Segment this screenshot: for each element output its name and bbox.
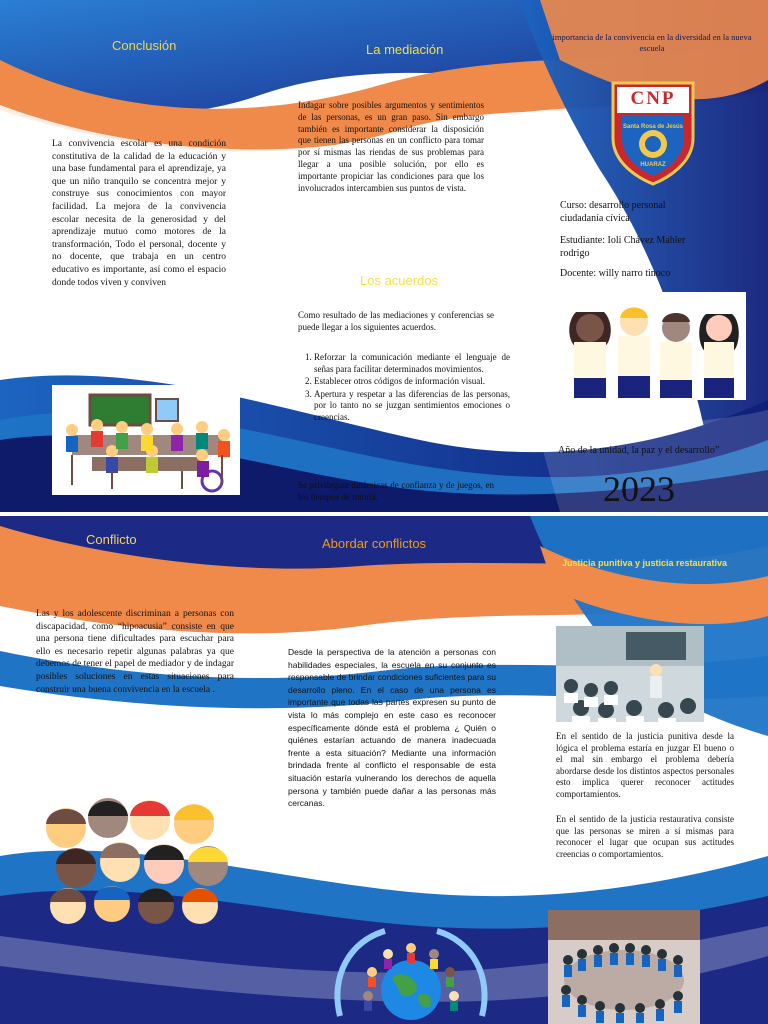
school-crest xyxy=(608,78,698,186)
world-unity-illustration xyxy=(330,926,492,1024)
students-circle-photo xyxy=(548,910,700,1024)
classroom-illustration xyxy=(52,385,240,495)
year-motto: Año de la unidad, la paz y el desarrollo” xyxy=(558,445,720,456)
punitive-justice-text: En el sentido de la justicia punitiva desde la lógica el problema estaría en juzgar El bueno o el mal sin embargo el problema debería abordarse desde los distintos aspectos personales esto implica querer reconocer actitudes comportamientos. xyxy=(556,731,734,799)
conclusion-text: La convivencia escolar es una condición constitutiva de la calidad de la educación y una base fundamental para el aprendizaje, ya que un niño tranquilo se concentra mejor y construye sus conocimientos con mayor facilidad. La mejora de la convivencia escolar necesita de la generosidad y del aprendizaje mutuo como motores de la transformación, Todo el personal, docente y no docente, que trabaja en un centro educativo es importante, así como el espacio donde todos viven y conviven xyxy=(52,139,226,288)
students-illustration xyxy=(556,292,746,400)
mediation-text: Indagar sobre posibles argumentos y sentimientos de las personas, es un gran paso. Sin embargo también es importante considerar la disposición que tienen las personas en un conflicto para tomar por sí mismas las riendas de sus problemas para llegar a una posible solución, por ello es importante propiciar las condiciones para que los involucrados intercambien sus puntos de vista. xyxy=(298,100,484,193)
justice-title: Justicia punitiva y justicia restaurativa xyxy=(562,558,728,568)
crest-letters: CNP xyxy=(630,88,676,109)
approach-text: Desde la perspectiva de la atención a personas con habilidades especiales, la escuela en su conjunto es responsable de brindar condiciones suficientes para su desarrollo pleno. En el caso de una persona es importante que todas las partes expresen su punto de vista lo más complejo en este caso es reconocer específicamente dónde está el problema ¿ Quién o quiénes estarían actuando de manera inadecuada frente a esta situación? Mediante una información brindada frente al conflicto el responsable de esta situación estaría vulnerando los derechos de aquella persona y también puede dañar a las personas más cercanas. xyxy=(288,647,496,809)
crest-arc-text: Santa Rosa de Jesús xyxy=(622,124,684,130)
teacher-info: Docente: willy narro tinoco xyxy=(560,268,671,279)
conflict-title: Conflicto xyxy=(86,532,137,547)
restorative-justice-text: En el sentido de la justicia restaurativa consiste que las personas se miren a sí mismas para reconocer el lugar que ocupan sus actitudes creencias o comportamientos. xyxy=(556,814,734,859)
diverse-children-illustration xyxy=(38,794,232,924)
crest-city: HUARAZ xyxy=(640,162,666,168)
conclusion-title: Conclusión xyxy=(112,38,177,53)
approach-title: Abordar conflictos xyxy=(322,536,427,551)
agreement-item: 1. Reforzar la comunicación mediante el lenguaje de señas para facilitar determinados movimientos. xyxy=(314,352,510,375)
agreements-list xyxy=(298,352,510,425)
course-info: Curso: desarrollo personal ciudadanía cívica xyxy=(560,200,666,224)
agreements-title: Los acuerdos xyxy=(360,273,439,288)
agreements-close: Se privilegian dinámicas de confianza y de juegos, en los tiempos de tutoría. xyxy=(298,480,494,502)
agreements-intro: Como resultado de las mediaciones y conferencias se puede llegar a los siguientes acuerdos. xyxy=(298,310,494,332)
agreement-item: 3. Apertura y respetar a las diferencias de las personas, por lo tanto no se juzgan sentimientos emociones o creencias. xyxy=(314,389,510,424)
conflict-text: Las y los adolescente discriminan a personas con discapacidad, como “hipoacusia” consiste en que una persona tiene dificultades para escuchar para ello es necesario repetir algunas palabras ya que debemos de tener el papel de mediador y de indagar posibles soluciones en estas situaciones para construir una buena convivencia en la escuela . xyxy=(36,609,234,695)
classroom-photo xyxy=(556,626,704,722)
year-number: 2023 xyxy=(603,469,675,509)
agreement-item: 2. Establecer otros códigos de información visual. xyxy=(314,376,510,388)
mediation-title: La mediación xyxy=(366,42,444,57)
brochure-inside xyxy=(0,512,768,1024)
cover-title: importancia de la convivencia en la diversidad en la nueva escuela xyxy=(552,32,752,53)
student-info: Estudiante: Ioli Chávez Mahler rodrigo xyxy=(560,235,686,259)
